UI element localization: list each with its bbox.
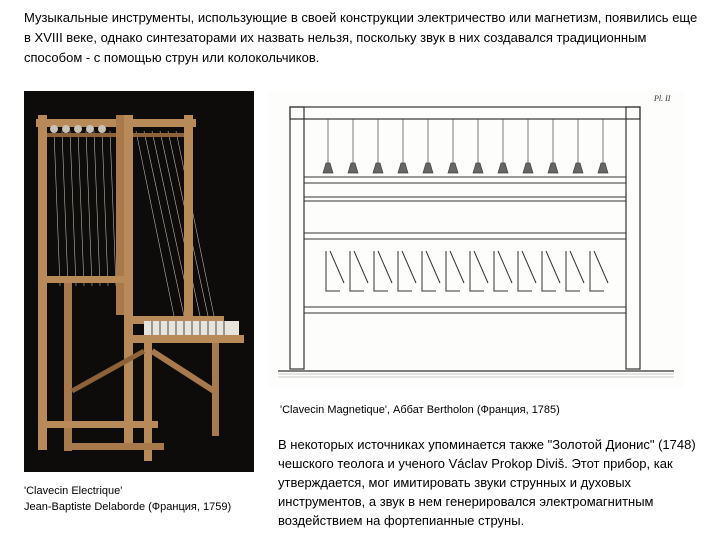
photo-caption [24,483,259,515]
engraving-drawing [268,91,684,387]
photo-caption-title: 'Clavecin Electrique' [24,485,123,497]
photo-caption-author: Jean-Baptiste Delaborde (Франция, 1759) [24,501,232,513]
intro-paragraph: Музыкальные инструменты, использующие в своей конструкции электричество или магнетизм, появились еще в XVIII веке, однако синтезаторами их назвать нельзя, поскольку звук в них создавался традиционным способом - с помощью струн или колокольчиков. [24,10,698,65]
wooden-instrument-drawing [24,91,254,472]
plate-label: Pl. II [654,94,671,103]
engraving-caption: 'Clavecin Magnetique', Аббат Bertholon (Франция, 1785) [280,404,560,416]
clavecin-electrique-photo [24,91,254,472]
clavecin-magnetique-engraving [268,91,684,387]
description-paragraph: В некоторых источниках упоминается также "Золотой Дионис" (1748) чешского теолога и ученого Václav Prokop Diviš. Этот прибор, как утверждается, мог имитировать звуки струнных и духовых инструментов, а звук в нем генерировался электромагнитным воздействием на фортепианные струны. [278,437,696,528]
